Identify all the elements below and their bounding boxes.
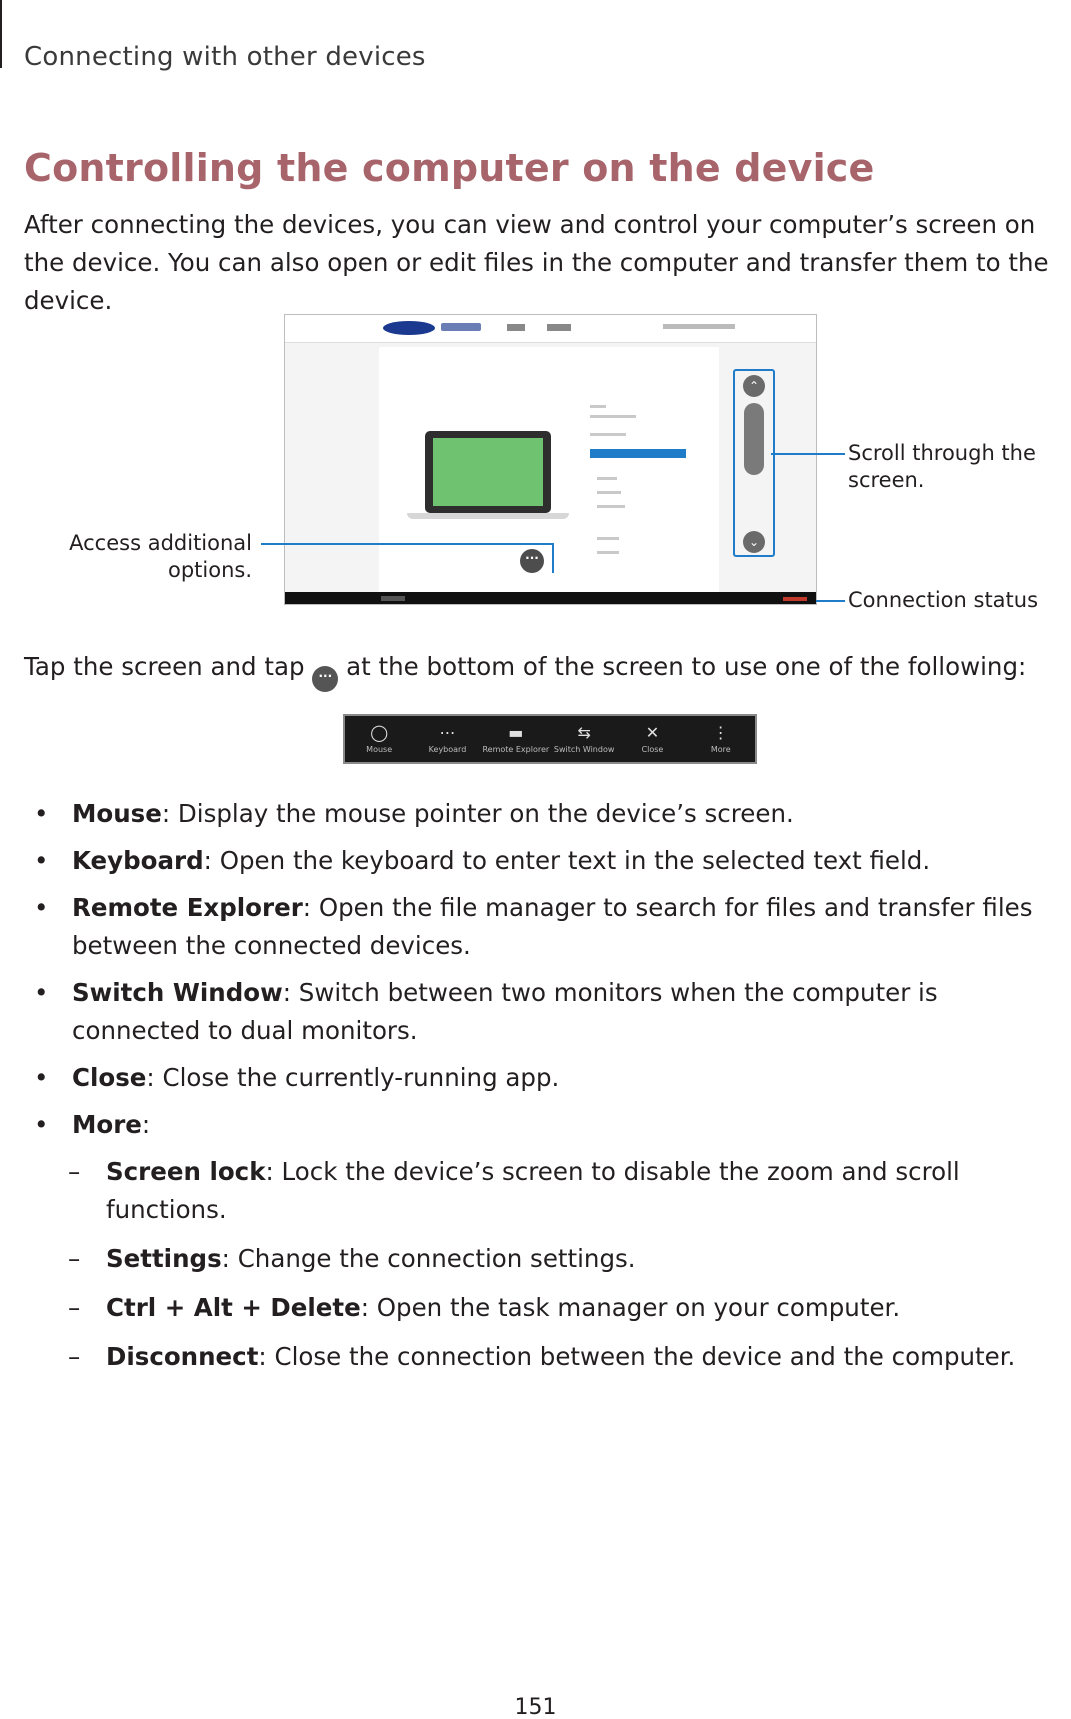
callout-line-scroll [771,453,845,455]
screenshot-topbar [285,315,817,343]
list-item: • Remote Explorer: Open the file manager to search for files and transfer files between the connected devices. [34,893,1033,960]
section-label: Connecting with other devices [24,42,426,72]
keyboard-icon: ⋯ [439,723,456,742]
callout-line-status [816,600,845,602]
options-list [24,795,1070,1387]
more-horizontal-icon[interactable]: ··· [520,549,544,573]
more-horizontal-icon: ··· [312,666,338,692]
remote-pc-screenshot [284,314,817,605]
connection-status-indicator [783,597,807,601]
samsung-logo-icon [383,321,435,335]
intro-paragraph: After connecting the devices, you can view and control your computer’s screen on the device. You can also open or edit files in the computer and transfer them to the device. [24,210,1049,315]
laptop-base [407,513,569,519]
remote-menu-bar [343,714,757,764]
sub-list-item: – Settings: Change the connection settings. [68,1244,636,1273]
close-icon: ✕ [645,723,660,742]
more-vertical-icon: ⋮ [712,723,729,742]
screenshot-tab [547,324,571,331]
menu-item-remote-explorer[interactable]: ▬ Remote Explorer [482,723,550,754]
menu-item-switch-window[interactable]: ⇆ Switch Window [553,723,615,754]
menu-item-close[interactable]: ✕ Close [641,723,664,754]
list-item: • More: [34,1110,151,1139]
callout-options: Access additional options. [69,531,252,582]
sub-list-item: – Disconnect: Close the connection between the device and the computer. [68,1342,1016,1371]
page-number: 151 [514,1695,557,1719]
remote-pc-wordmark [441,323,481,331]
menu-item-mouse[interactable]: ◯ Mouse [366,723,393,754]
screenshot-tab [507,324,525,331]
list-item: • Close: Close the currently-running app. [34,1063,560,1092]
scroll-control[interactable] [733,369,775,557]
sub-list-item: – Screen lock: Lock the device’s screen to disable the zoom and scroll functions. [68,1157,960,1224]
mouse-icon: ◯ [370,723,389,742]
screenshot-account [663,324,735,329]
list-item: • Switch Window: Switch between two monitors when the computer is connected to dual monitors. [34,978,938,1045]
folder-icon: ▬ [508,723,524,742]
chevron-down-icon[interactable]: ⌄ [743,531,765,553]
tap-instruction: Tap the screen and tap ··· at the bottom of the screen to use one of the following: [24,648,1026,692]
header-rule [0,0,2,68]
callout-status: Connection status [848,588,1039,612]
callout-line-options [261,543,554,545]
menu-item-keyboard[interactable]: ⋯ Keyboard [428,723,467,754]
callout-scroll: Scroll through the screen. [848,441,1036,492]
list-item: • Mouse: Display the mouse pointer on the device’s screen. [34,799,794,828]
list-item: • Keyboard: Open the keyboard to enter text in the selected text field. [34,846,931,875]
more-sub-list [24,1153,1070,1376]
chevron-up-icon[interactable]: ⌃ [743,375,765,397]
page-title: Controlling the computer on the device [24,146,875,190]
switch-icon: ⇆ [577,723,591,742]
callout-line-options-drop [552,543,554,573]
sub-list-item: – Ctrl + Alt + Delete: Open the task manager on your computer. [68,1293,901,1322]
laptop-icon [425,431,551,513]
connection-status-bar [285,592,817,605]
menu-item-more[interactable]: ⋮ More [710,723,731,754]
screenshot-highlight-bar [590,449,686,458]
scroll-handle[interactable] [744,403,764,475]
